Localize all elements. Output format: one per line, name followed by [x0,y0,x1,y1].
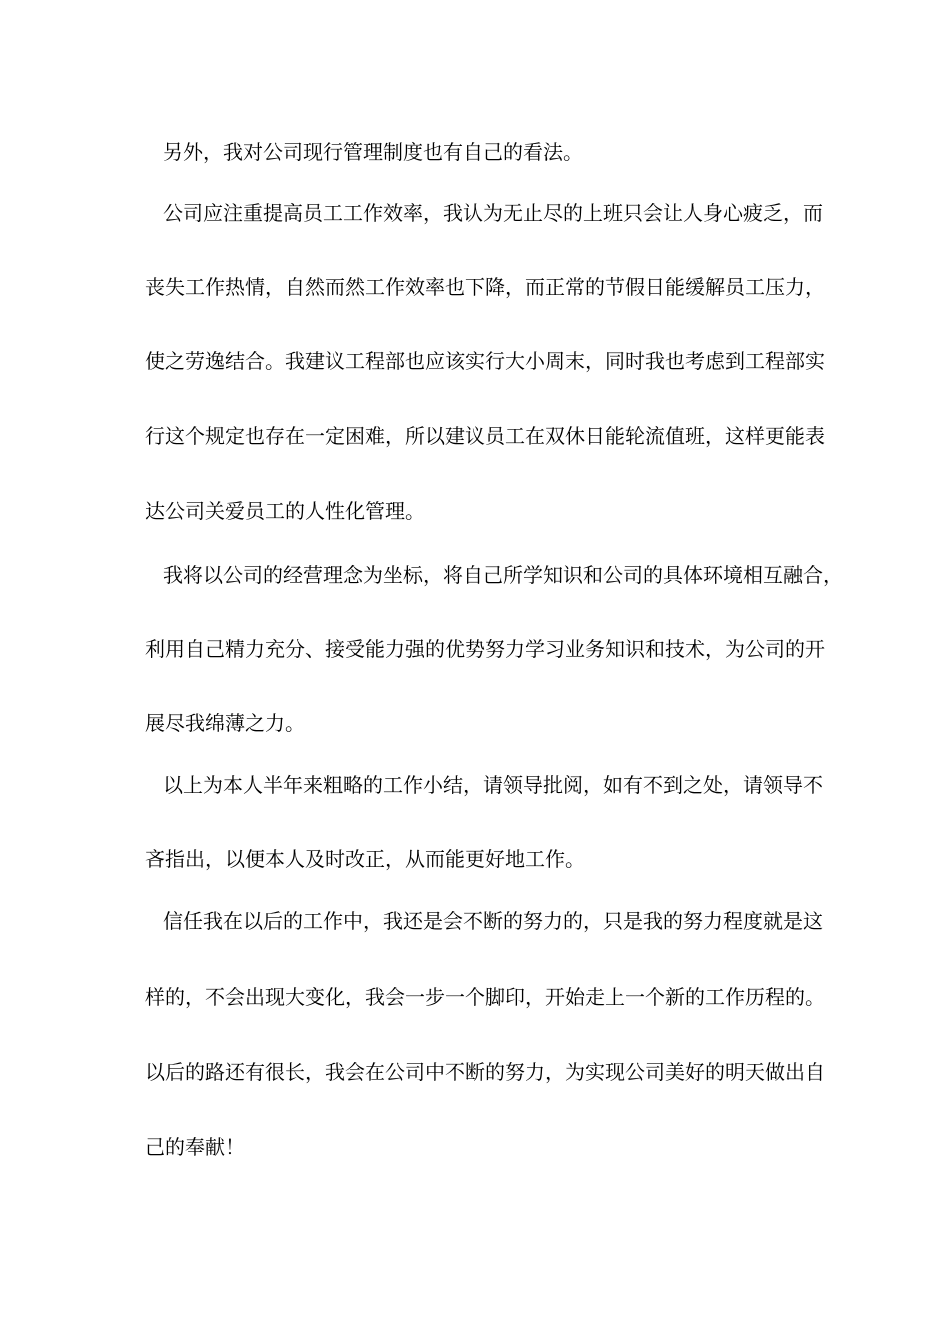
paragraph-line: 另外，我对公司现行管理制度也有自己的看法。 [163,140,583,164]
paragraph-line: 展尽我绵薄之力。 [145,711,305,735]
paragraph-line: 己的奉献！ [145,1135,245,1159]
paragraph-line: 使之劳逸结合。我建议工程部也应该实行大小周末，同时我也考虑到工程部实 [145,349,825,373]
paragraph-line: 吝指出，以便本人及时改正，从而能更好地工作。 [145,847,585,871]
paragraph-line: 公司应注重提高员工工作效率，我认为无止尽的上班只会让人身心疲乏，而 [163,201,823,225]
paragraph-line: 以上为本人半年来粗略的工作小结，请领导批阅，如有不到之处，请领导不 [163,773,823,797]
paragraph-line: 达公司关爱员工的人性化管理。 [145,499,425,523]
paragraph-line: 样的，不会出现大变化，我会一步一个脚印，开始走上一个新的工作历程的。 [145,985,825,1009]
paragraph-line: 丧失工作热情，自然而然工作效率也下降，而正常的节假日能缓解员工压力， [145,275,825,299]
paragraph-line: 以后的路还有很长，我会在公司中不断的努力，为实现公司美好的明天做出自 [145,1060,825,1084]
paragraph-line: 信任我在以后的工作中，我还是会不断的努力的，只是我的努力程度就是这 [163,909,823,933]
paragraph-line: 利用自己精力充分、接受能力强的优势努力学习业务知识和技术，为公司的开 [145,637,825,661]
paragraph-line: 行这个规定也存在一定困难，所以建议员工在双休日能轮流值班，这样更能表 [145,424,825,448]
paragraph-line: 我将以公司的经营理念为坐标，将自己所学知识和公司的具体环境相互融合， [163,563,843,587]
